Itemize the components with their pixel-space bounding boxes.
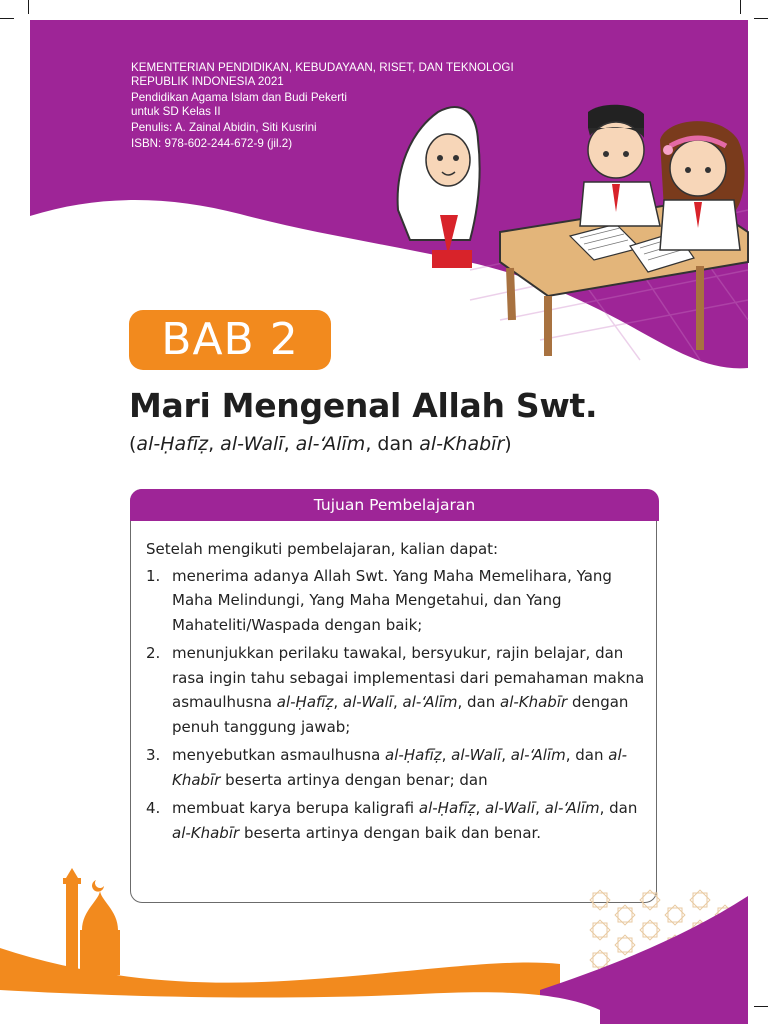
- subject-line: Pendidikan Agama Islam dan Budi Pekerti: [131, 91, 347, 104]
- objective-item: 2. menunjukkan perilaku tawakal, bersyukur, rajin belajar, dan rasa ingin tahu sebagai implementasi dari pemahaman makna asmaulhusna al-Ḥafīẓ, al-Walī, al-‘Alīm, dan al-Khabīr dengan penuh tanggung jawab;: [146, 644, 645, 736]
- name-khabir: al-Khabīr: [419, 433, 505, 455]
- header-illustration: [0, 0, 768, 380]
- ministry-line: KEMENTERIAN PENDIDIKAN, KEBUDAYAAN, RISET, DAN TEKNOLOGI: [131, 61, 514, 74]
- authors-line: Penulis: A. Zainal Abidin, Siti Kusrini: [131, 121, 317, 134]
- mosque-icon: [63, 868, 120, 975]
- isbn-line: ISBN: 978-602-244-672-9 (jil.2): [131, 137, 293, 150]
- learning-objectives-box: [130, 489, 657, 903]
- name-wali: al-Walī: [220, 433, 284, 455]
- objectives-header: Tujuan Pembelajaran: [130, 489, 659, 521]
- objective-item: 3. menyebutkan asmaulhusna al-Ḥafīẓ, al-Walī, al-‘Alīm, dan al-Khabīr beserta artinya dengan benar; dan: [146, 746, 628, 789]
- objectives-body: [146, 537, 646, 849]
- objective-item: 1. menerima adanya Allah Swt. Yang Maha Memelihara, Yang Maha Melindungi, Yang Maha Mengetahui, dan Yang Mahateliti/Waspada dengan baik;: [146, 566, 612, 634]
- chapter-badge: BAB 2: [129, 310, 331, 370]
- objectives-intro: Setelah mengikuti pembelajaran, kalian dapat:: [146, 540, 499, 558]
- name-alim: al-‘Alīm: [295, 433, 366, 455]
- publisher-info: [131, 61, 514, 151]
- chapter-title: Mari Mengenal Allah Swt.: [129, 386, 598, 425]
- country-year-line: REPUBLIK INDONESIA 2021: [131, 75, 284, 88]
- name-hafiz: al-Ḥafīẓ: [136, 433, 209, 455]
- girl-student: [660, 121, 745, 250]
- objective-item: 4. membuat karya berupa kaligrafi al-Ḥafīẓ, al-Walī, al-‘Alīm, dan al-Khabīr beserta artinya dengan baik dan benar.: [146, 799, 638, 842]
- footer-decoration: [0, 860, 768, 1024]
- chapter-subtitle: (al-Ḥafīẓ, al-Walī, al-‘Alīm, dan al-Khabīr): [129, 433, 512, 455]
- grade-line: untuk SD Kelas II: [131, 105, 221, 118]
